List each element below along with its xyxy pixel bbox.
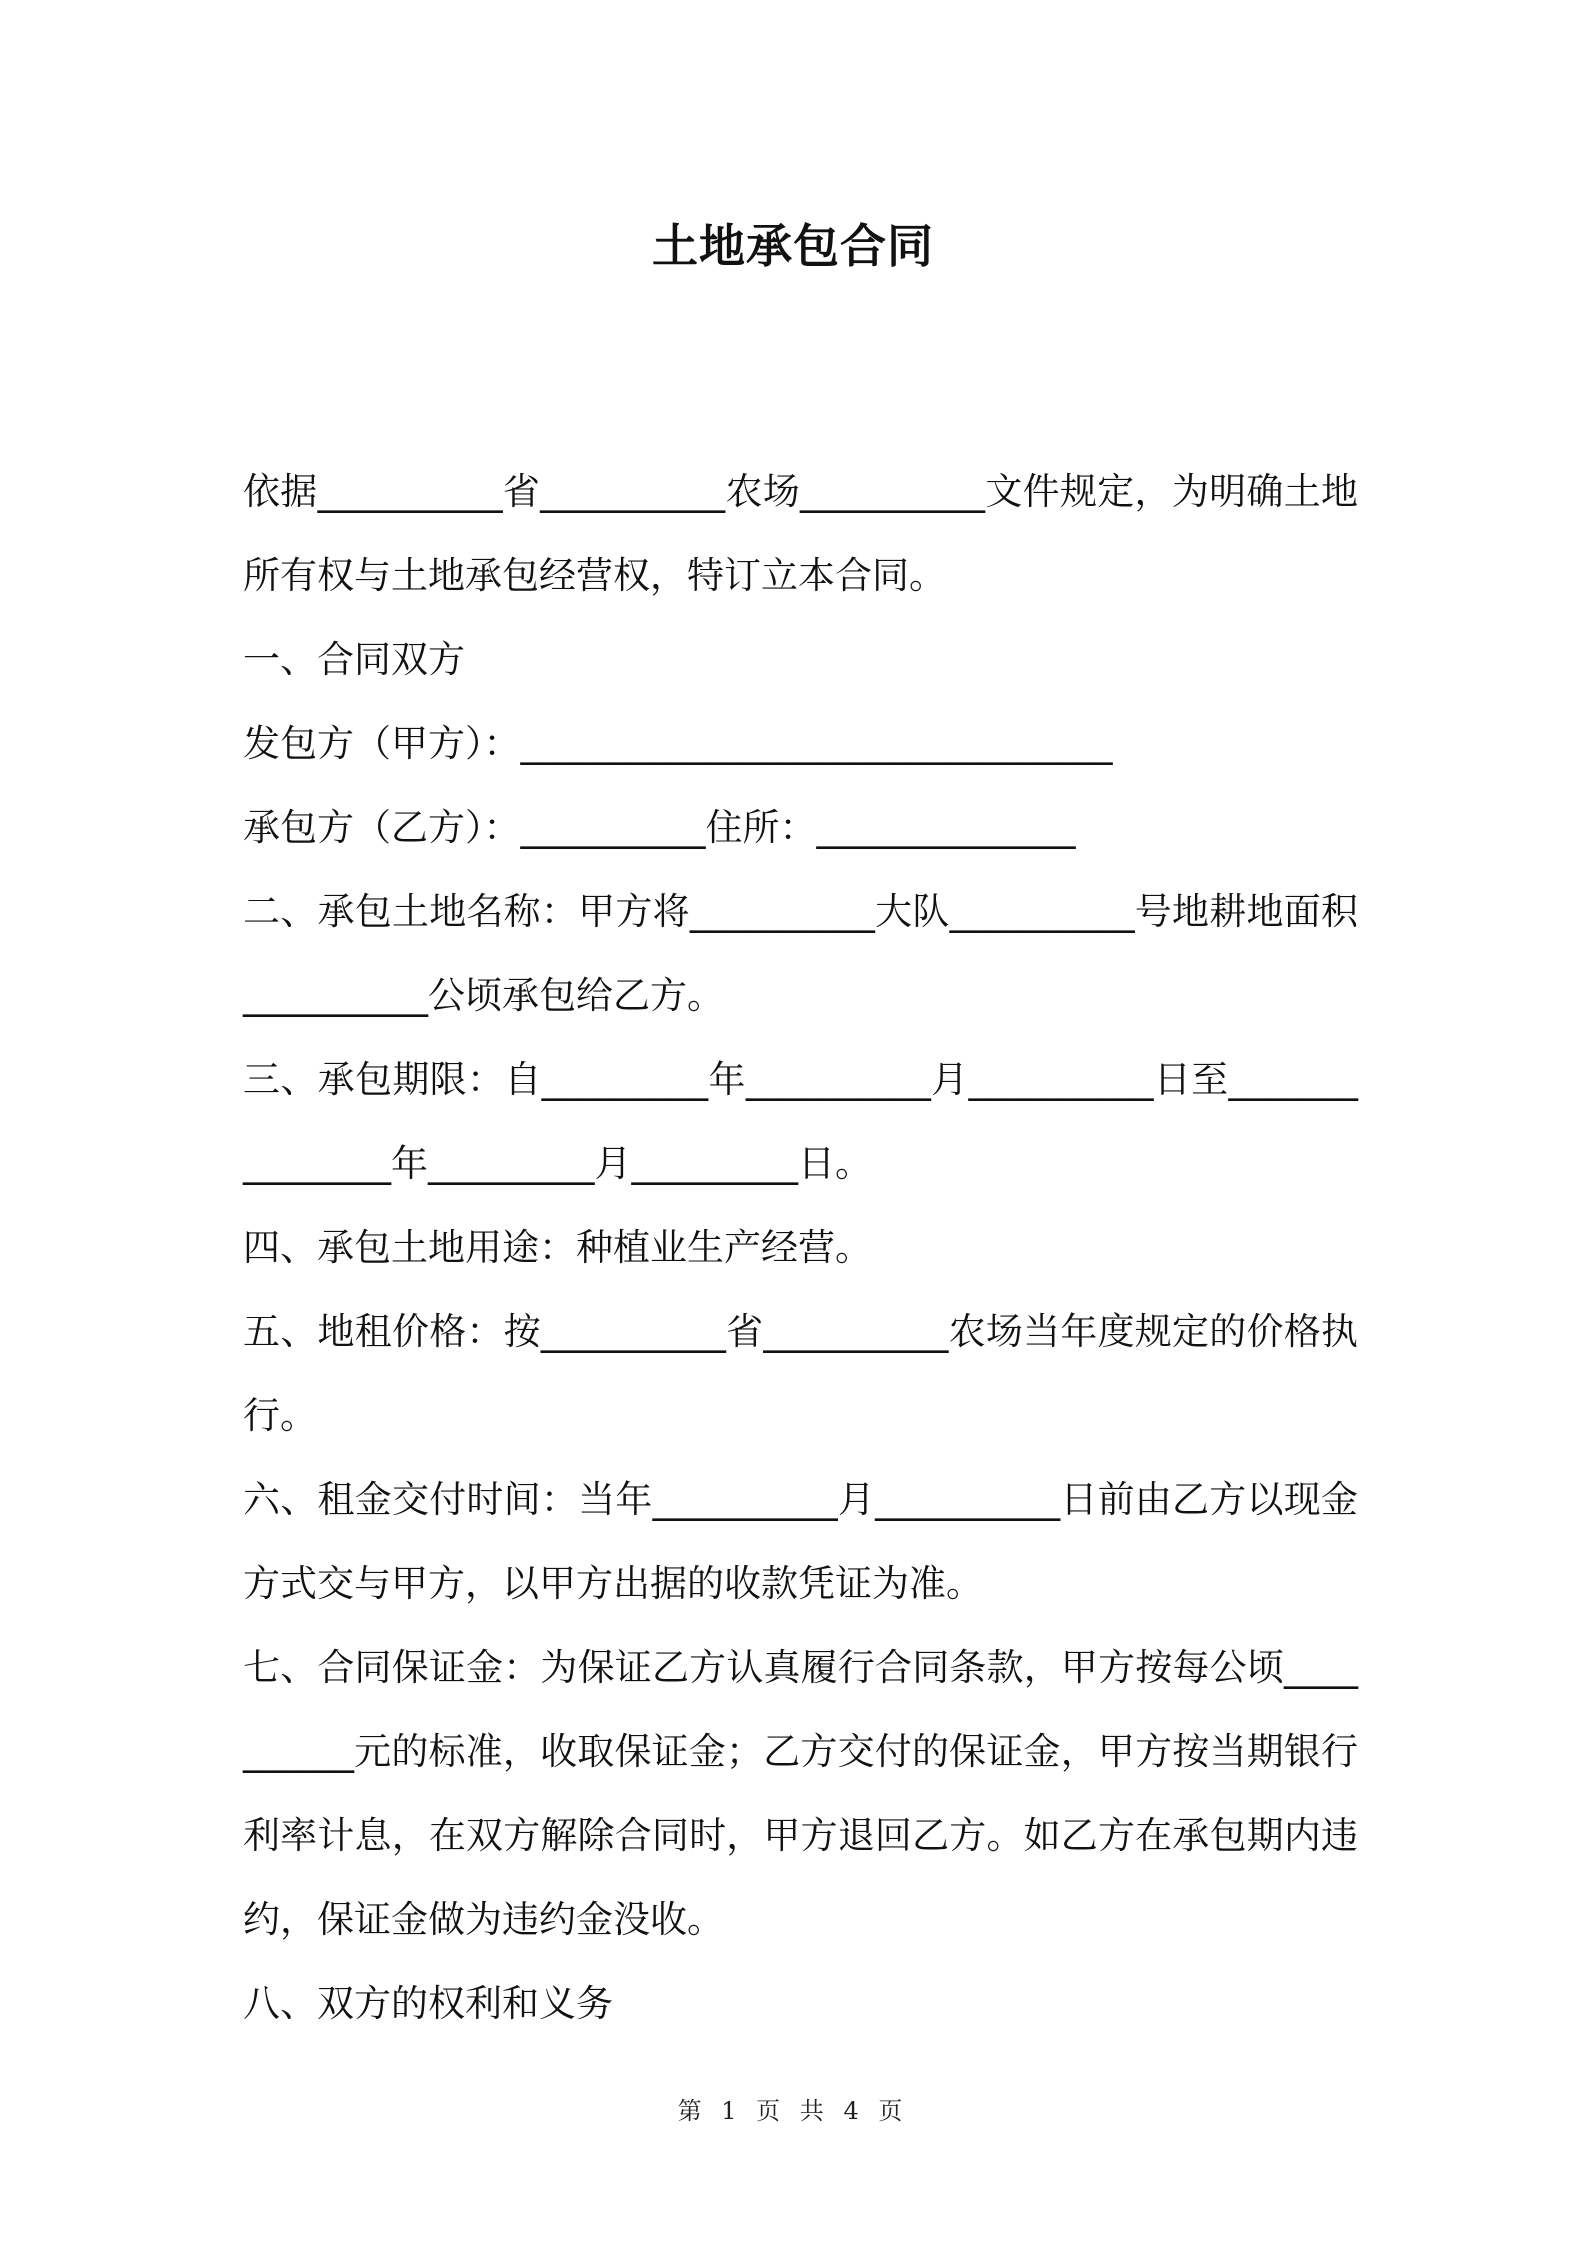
document-title: 土地承包合同	[652, 219, 934, 273]
document-body	[243, 450, 1358, 2046]
section-heading-rights: 八、双方的权利和义务	[243, 1982, 613, 2025]
party-a-line: 发包方（甲方）：________________________________	[243, 722, 1113, 765]
clause-term: 三、承包期限：自_________年__________月__________日至_______________年_________月_________日。	[243, 1058, 1358, 1185]
page-number-footer: 第 1 页 共 4 页	[677, 2097, 909, 2125]
preamble-paragraph: 依据__________省__________农场__________文件规定，为明确土地所有权与土地承包经营权，特订立本合同。	[243, 470, 1358, 597]
clause-payment-time: 六、租金交付时间：当年__________月__________日前由乙方以现金方式交与甲方，以甲方出据的收款凭证为准。	[243, 1478, 1358, 1605]
clause-land-name: 二、承包土地名称：甲方将__________大队__________号地耕地面积__________公顷承包给乙方。	[243, 890, 1358, 1017]
section-heading-parties: 一、合同双方	[243, 638, 465, 681]
party-b-line: 承包方（乙方）：__________住所：______________	[243, 806, 1076, 849]
clause-land-use: 四、承包土地用途：种植业生产经营。	[243, 1226, 872, 1269]
clause-rent-price: 五、地租价格：按__________省__________农场当年度规定的价格执行。	[243, 1310, 1358, 1437]
clause-deposit: 七、合同保证金：为保证乙方认真履行合同条款，甲方按每公顷__________元的标准，收取保证金；乙方交付的保证金，甲方按当期银行利率计息，在双方解除合同时，甲方退回乙方。如乙方在承包期内违约，保证金做为违约金没收。	[243, 1646, 1358, 1941]
